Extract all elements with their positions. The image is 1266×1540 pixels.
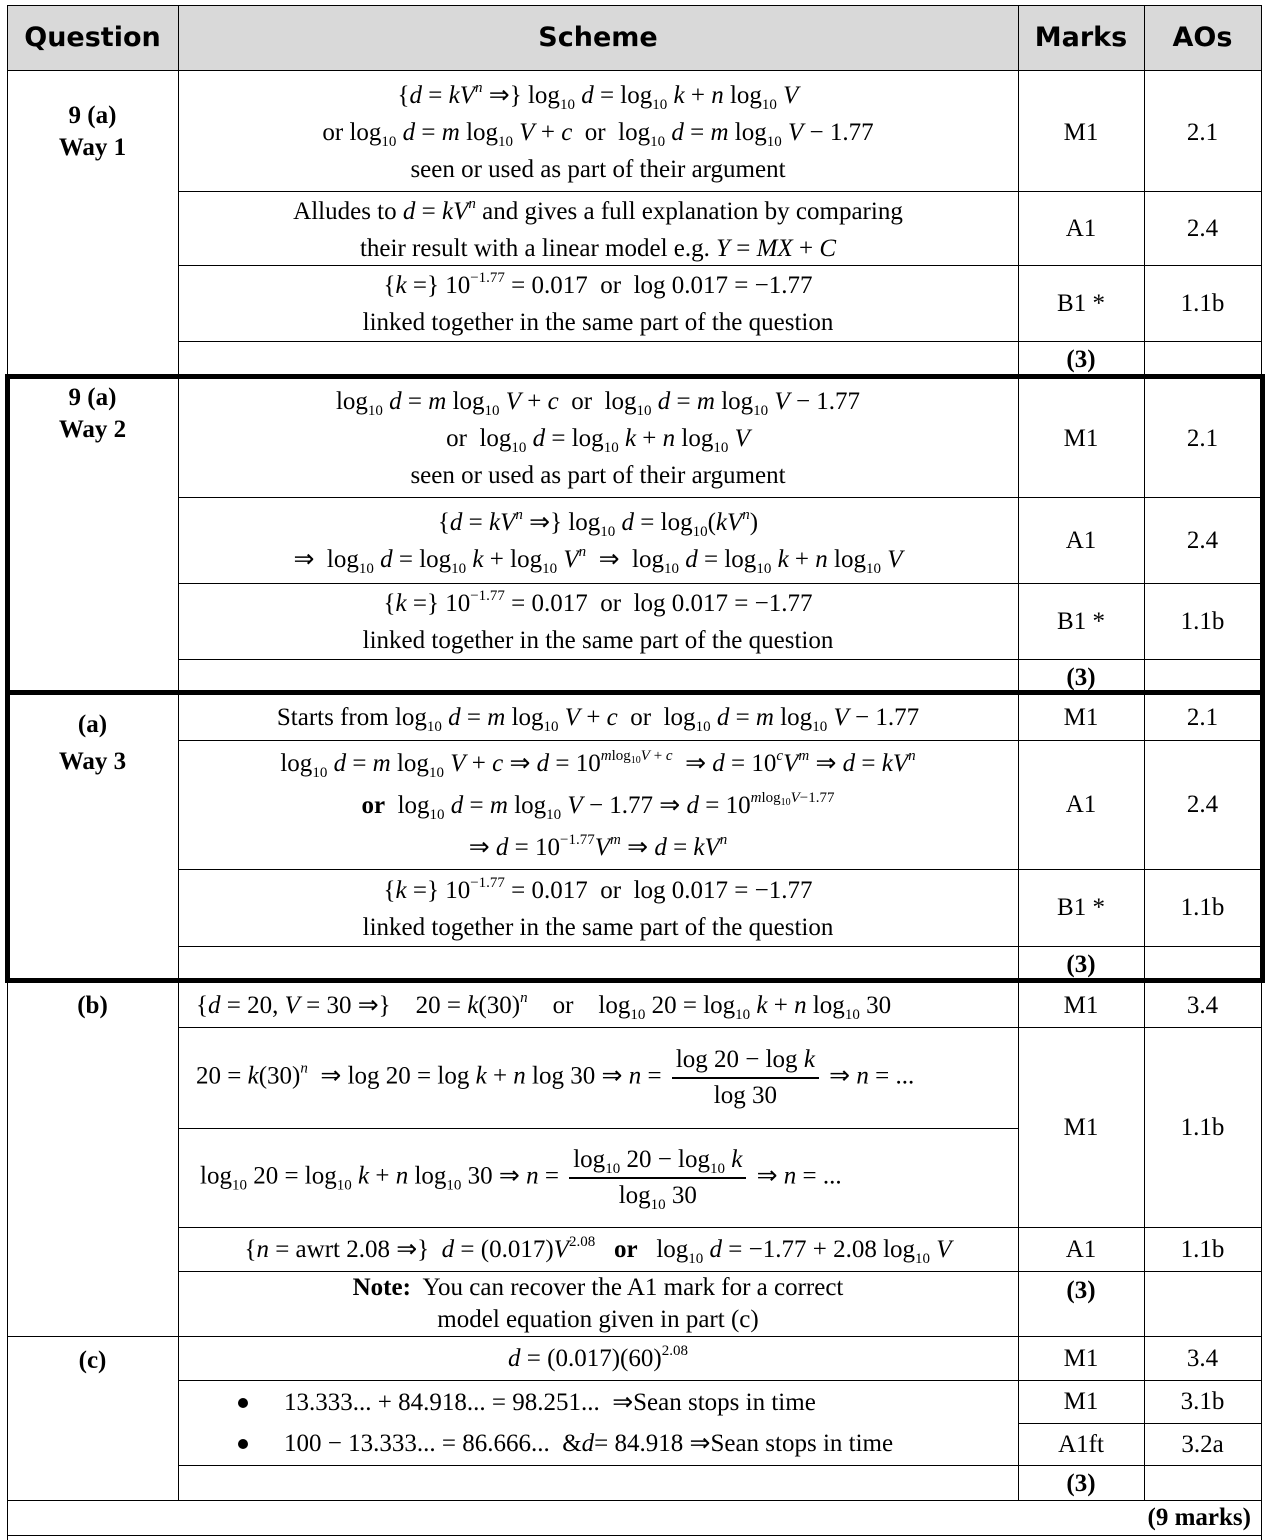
mark: M1 — [1063, 991, 1099, 1019]
subtotal: (3) — [1066, 345, 1096, 373]
mark: A1ft — [1058, 1430, 1104, 1458]
ao: 3.2a — [1181, 1430, 1224, 1458]
scheme-way3-b1: {k =} $10^{-1.77} = 0.017$ or log 0.017 = −1.77 linked together in the same part of the question — [362, 874, 834, 941]
ao: 1.1b — [1180, 894, 1225, 921]
mark: A1 — [1065, 1235, 1097, 1263]
ao: 3.4 — [1186, 1345, 1219, 1372]
bullet-icon — [238, 1398, 248, 1408]
scheme-way2-b1: {k =} $10^{-1.77} = 0.017$ or log 0.017 = −1.77 linked together in the same part of the question — [362, 588, 834, 654]
grand-total: (9 marks) — [1147, 1504, 1251, 1531]
bullet-item-1: 13.333... + 84.918... = 98.251... ⇒ Sean stops in time — [238, 1382, 816, 1423]
scheme-way2-a1: {$d = kV^n$ ⇒} $\log_{10} d = \log_{10}(kV^n)$ ⇒ $\log_{10} d = \log_{10} k + \log_{10} V^n$ ⇒ $\log_{10} d = \log_{10} k + n$ $\log_{10} V$ — [293, 506, 903, 577]
ao: 2.1 — [1186, 704, 1219, 731]
ao: 2.4 — [1186, 526, 1219, 554]
mark: A1 — [1065, 526, 1097, 554]
scheme-c-m1: $d = (0.017)(60)^{2.08}$ — [508, 1343, 688, 1372]
ao: 1.1b — [1180, 1113, 1225, 1141]
scheme-way1-a1: Alludes to $d = kV^n$ and gives a full explanation by comparing their result with a linear model e.g. Y = MX + C — [293, 195, 903, 262]
question-label-way1: 9 (a) Way 1 — [58, 102, 127, 161]
header-question: Question — [24, 22, 161, 53]
subtotal: (3) — [1066, 663, 1096, 691]
subtotal: (3) — [1066, 1276, 1096, 1304]
mark: M1 — [1063, 1388, 1099, 1415]
ao: 3.4 — [1186, 991, 1219, 1019]
question-label-b: (b) — [77, 992, 108, 1019]
bullet-item-2: 100 − 13.333... = 86.666... & d = 84.918 ⇒ Sean stops in time — [238, 1423, 893, 1464]
mark: B1 * — [1057, 894, 1105, 921]
scheme-b-m1-option1: $20 = k(30)^n$ ⇒ log 20 = log k + n log 30 ⇒ n = $\frac{\text{log 20 − log k}}{\log 30}$ ⇒ n = ... — [178, 1028, 1018, 1128]
scheme-b-m1-option2: $\log_{10} 20 = \log_{10} k + n$ $\log_{10} 30$ ⇒ n = $\frac{\log_{10} 20 - \log_{10} k}{\log_{10} 30}$ ⇒ n = ... — [178, 1129, 1018, 1227]
mark: A1 — [1065, 791, 1097, 818]
subtotal: (3) — [1066, 950, 1096, 978]
ao: 1.1b — [1180, 1235, 1225, 1263]
ao: 2.1 — [1186, 119, 1219, 146]
mark: M1 — [1063, 704, 1099, 731]
header-marks: Marks — [1034, 22, 1128, 53]
mark: A1 — [1065, 214, 1097, 242]
mark: M1 — [1063, 119, 1099, 146]
mark: B1 * — [1057, 607, 1105, 635]
note-b: Note: You can recover the A1 mark for a correct model equation given in part (c) — [352, 1274, 844, 1333]
scheme-c-bullets — [178, 1381, 1018, 1465]
question-label-way2: 9 (a) Way 2 — [58, 384, 127, 443]
ao: 2.4 — [1186, 791, 1219, 818]
mark: B1 * — [1057, 289, 1105, 317]
question-label-way3: (a) Way 3 — [58, 711, 127, 775]
scheme-way1-m1: {$d = kV^n$ ⇒} $\log_{10} d = \log_{10} k + n$ $\log_{10} V$ or $\log_{10} d = m$ $\log_{10} V + c$ or $\log_{10} d = m$ $\log_{10} V - 1.77$ seen or used as part of their argument — [322, 80, 874, 183]
ao: 1.1b — [1180, 607, 1225, 635]
subtotal: (3) — [1066, 1470, 1096, 1497]
ao: 3.1b — [1180, 1388, 1225, 1415]
scheme-way3-a1: $\log_{10} d = m$ $\log_{10} V + c$ ⇒ $d = 10^{mlog_{10}V + c}$ ⇒ $d = 10^cV^m$ ⇒ $d = kV^n$ or $\log_{10} d = m$ $\log_{10} V - 1.77$ ⇒ $d = 10^{mlog_{10}V-1.77}$ ⇒ $d = 10^{-1.77}V^m$ ⇒ $d = kV^n$ — [280, 747, 916, 861]
scheme-way3-m1: Starts from $\log_{10} d = m$ $\log_{10} V + c$ or $\log_{10} d = m$ $\log_{10} V - 1.77$ — [276, 704, 920, 735]
mark: M1 — [1063, 1345, 1099, 1372]
scheme-way1-b1: {k =} $10^{-1.77} = 0.017$ or log 0.017 = −1.77 linked together in the same part of the question — [362, 270, 834, 336]
mark: M1 — [1063, 1113, 1099, 1141]
ao: 2.1 — [1186, 424, 1219, 452]
scheme-b-a1: {n = awrt 2.08 ⇒} $d = (0.017)V^{2.08}$ or $\log_{10} d = -1.77 + 2.08$ $\log_{10} V$ — [244, 1234, 952, 1267]
scheme-b-m1: {d = 20, V = 30 ⇒} $20 = k(30)^n$ or $\log_{10} 20 = \log_{10} k + n$ $\log_{10} 30$ — [196, 989, 892, 1023]
question-label-c: (c) — [78, 1347, 107, 1374]
scheme-way2-m1: $\log_{10} d = m$ $\log_{10} V + c$ or $\log_{10} d = m$ $\log_{10} V - 1.77$ or $\log_{10} d = \log_{10} k + n$ $\log_{10} V$ seen or used as part of their argument — [335, 388, 861, 489]
ao: 1.1b — [1180, 289, 1225, 317]
ao: 2.4 — [1186, 214, 1219, 242]
bullet-icon — [238, 1439, 248, 1449]
header-aos: AOs — [1172, 22, 1233, 53]
mark: M1 — [1063, 424, 1099, 452]
header-scheme: Scheme — [538, 22, 658, 53]
